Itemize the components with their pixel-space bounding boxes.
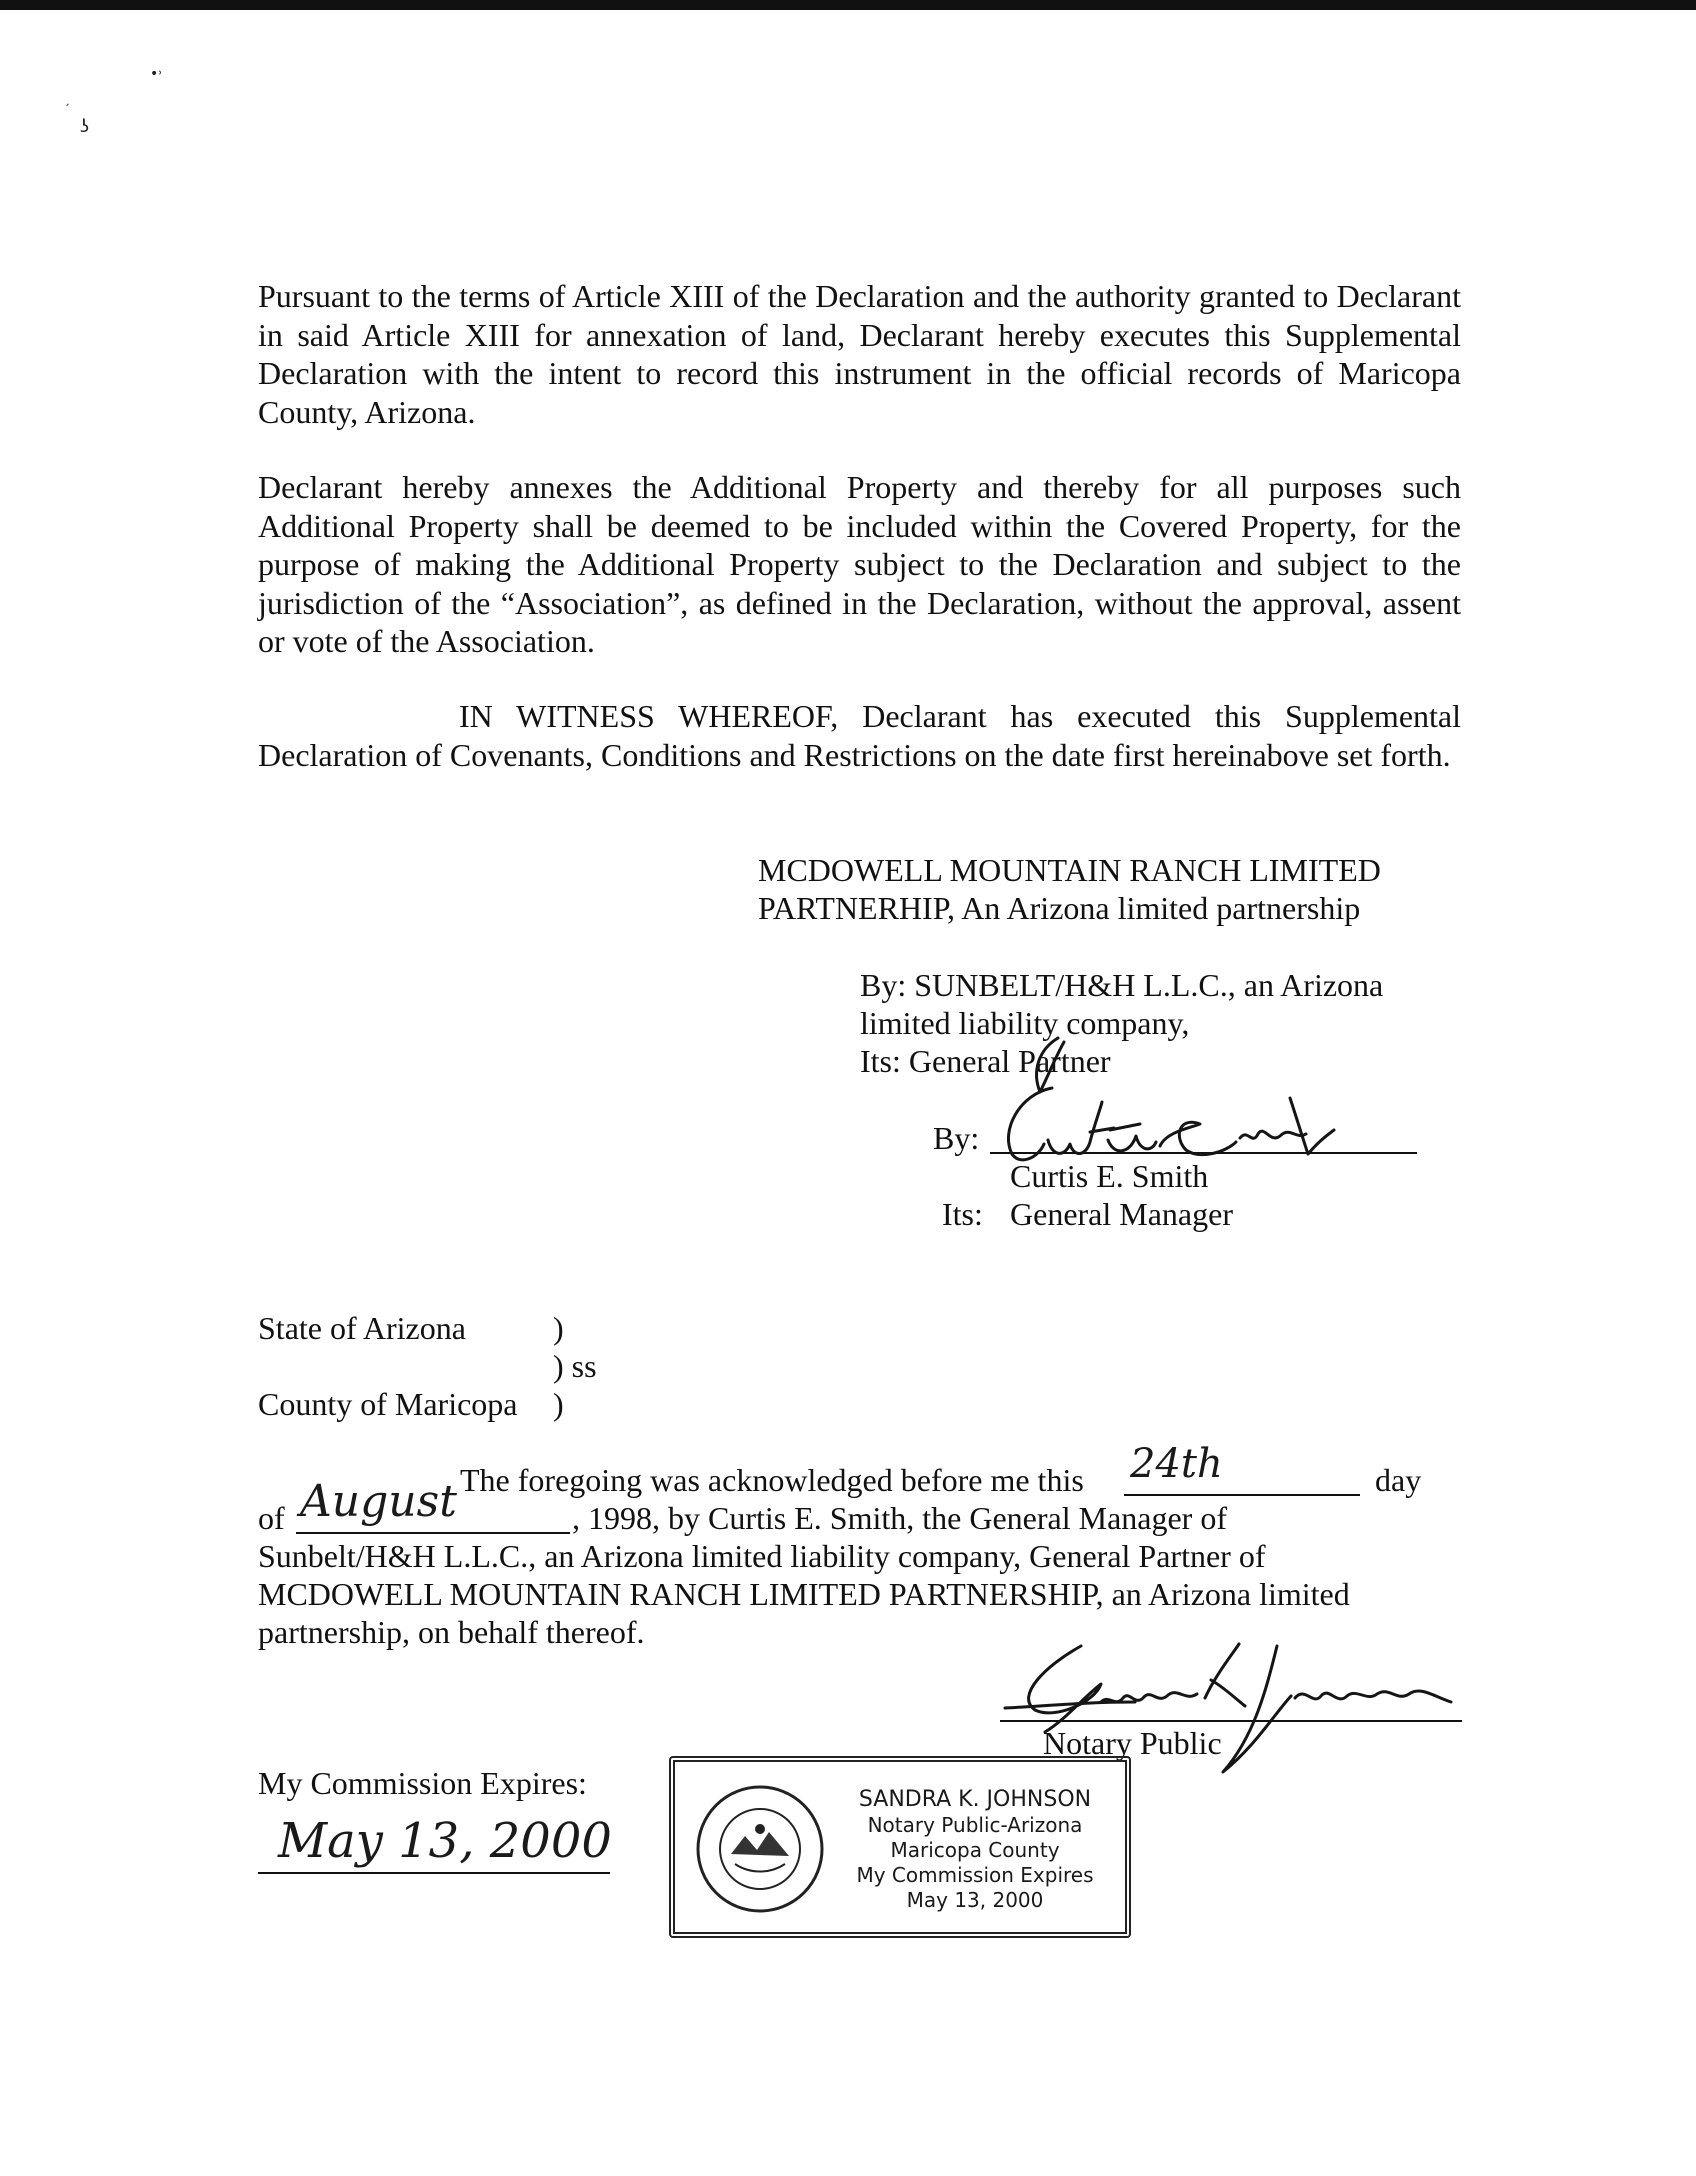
scan-top-border (0, 0, 1696, 10)
stamp-notary-name: SANDRA K. JOHNSON (858, 1787, 1092, 1812)
arizona-seal-icon (695, 1784, 825, 1914)
by-general-partner-line2: limited liability company, (860, 1005, 1190, 1041)
signer-name: Curtis E. Smith (1010, 1158, 1209, 1194)
of-label: of (258, 1500, 285, 1536)
entity-name-line2: PARTNERHIP, An Arizona limited partnership (758, 890, 1361, 926)
acknowledgment-line3: Sunbelt/H&H L.L.C., an Arizona limited liability company, General Partner of (258, 1538, 1266, 1574)
commission-expires-label: My Commission Expires: (258, 1765, 587, 1801)
signature-flourish (1018, 1032, 1078, 1102)
its-label: Its: (942, 1196, 983, 1232)
month-blank-line (296, 1532, 570, 1534)
paragraph-annexation-authority: Pursuant to the terms of Article XIII of the Declaration and the authority granted to Declarant in said Article XIII for annexation of land, Declarant hereby executes this Supplemental Declaration with the intent to record this instrument in the official records of Maricopa County, Arizona. (258, 278, 1461, 430)
acknowledgment-line1: The foregoing was acknowledged before me this (460, 1462, 1084, 1498)
day-handwritten: 24th (1130, 1441, 1223, 1487)
paragraph-in-witness: IN WITNESS WHEREOF, Declarant has executed this Supplemental Declaration of Covenants, Conditions and Restrictions on the date first hereinabove set forth. (258, 698, 1461, 773)
stamp-line4: My Commission Expires (856, 1863, 1094, 1887)
day-blank-line (1124, 1494, 1360, 1496)
scan-speck: ʖ (80, 116, 90, 137)
venue-paren-bottom: ) (553, 1386, 564, 1422)
month-handwritten: August (300, 1476, 457, 1527)
venue-paren-top: ) (553, 1310, 564, 1346)
acknowledgment-line5: partnership, on behalf thereof. (258, 1614, 645, 1650)
venue-county: County of Maricopa (258, 1386, 518, 1422)
acknowledgment-line4: MCDOWELL MOUNTAIN RANCH LIMITED PARTNERSHIP, an Arizona limited (258, 1576, 1350, 1612)
venue-state: State of Arizona (258, 1310, 466, 1346)
stamp-line5: May 13, 2000 (906, 1888, 1044, 1912)
commission-expiry-line (258, 1872, 610, 1874)
paragraph-annexation: Declarant hereby annexes the Additional Property and thereby for all purposes such Additional Property shall be deemed to be included within the Covered Property, for the purpose of making the Additional Property subject to the Declaration and subject to the jurisdiction of the “Association”, as defined in the Declaration, without the approval, assent or vote of the Association. (258, 469, 1461, 659)
venue-ss: ) ss (553, 1348, 597, 1384)
day-label: day (1375, 1462, 1422, 1498)
by-label: By: (933, 1120, 980, 1156)
stamp-line3: Maricopa County (890, 1838, 1060, 1862)
scan-speck: •˒ (150, 66, 163, 82)
stamp-line2: Notary Public-Arizona (867, 1813, 1083, 1837)
by-general-partner-line1: By: SUNBELT/H&H L.L.C., an Arizona (860, 967, 1384, 1003)
scan-speck: ˏ (64, 92, 70, 106)
notary-stamp (669, 1756, 1131, 1938)
notary-public-label: Notary Public (1043, 1725, 1222, 1761)
acknowledgment-line2: , 1998, by Curtis E. Smith, the General Manager of (572, 1500, 1227, 1536)
its-general-partner: Its: General Partner (860, 1043, 1111, 1079)
signer-title: General Manager (1010, 1196, 1233, 1232)
commission-expiry-handwritten: May 13, 2000 (278, 1813, 612, 1869)
entity-name-line1: MCDOWELL MOUNTAIN RANCH LIMITED (758, 852, 1381, 888)
